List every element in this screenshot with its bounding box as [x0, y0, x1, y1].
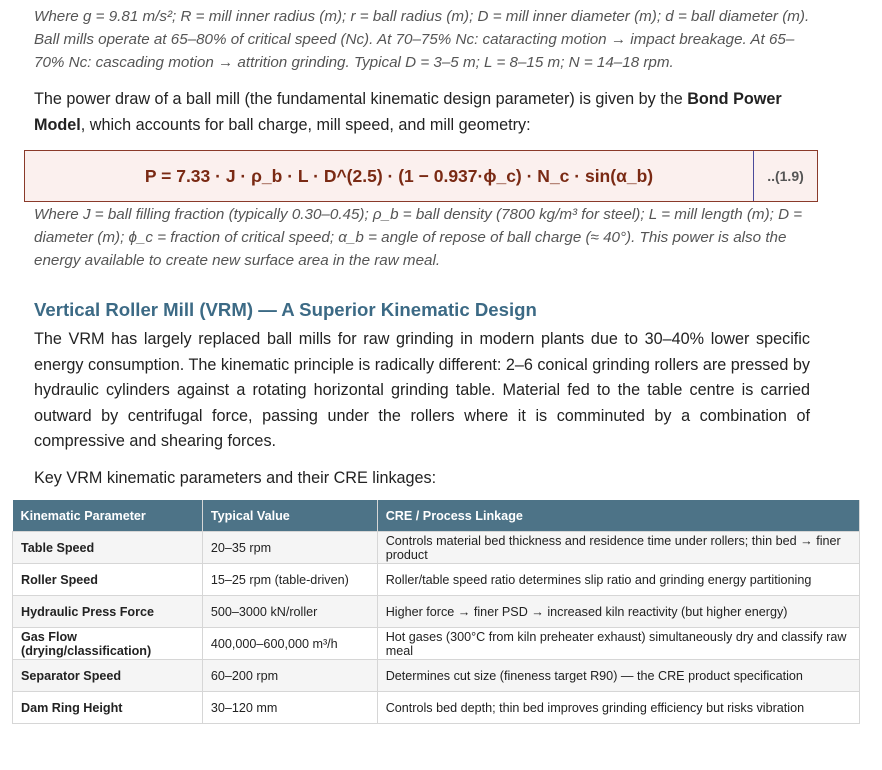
header-cre-linkage: CRE / Process Linkage — [377, 500, 859, 532]
bond-intro-text: The power draw of a ball mill (the fundamental kinematic design parameter) is given by the — [34, 90, 688, 108]
linkage-cell: Higher force → finer PSD → increased kiln reactivity (but higher energy) — [377, 596, 859, 628]
vrm-description: The VRM has largely replaced ball mills for raw grinding in modern plants due to 30–40% lower specific energy consumption. The kinematic principle is radically different: 2–6 conical grinding rollers are pressed by hydraulic cylinders against a rotating horizontal grinding table. Material fed to the table centre is carried outward by centrifugal force, passing under the rollers where it is comminuted by a combination of compressive and shearing forces. — [34, 330, 810, 450]
value-cell: 20–35 rpm — [202, 532, 377, 564]
value-cell: 500–3000 kN/roller — [202, 596, 377, 628]
parameter-cell: Table Speed — [13, 532, 203, 564]
table-row — [13, 628, 860, 660]
bond-intro-tail: , which accounts for ball charge, mill speed, and mill geometry: — [80, 115, 531, 134]
bond-power-formula: P = 7.33 · J · ρ_b · L · D^(2.5) · (1 − 0.937·ϕ_c) · N_c · sin(α_b) — [144, 165, 654, 186]
header-kinematic-parameter: Kinematic Parameter — [13, 500, 203, 532]
linkage-cell: Hot gases (300°C from kiln preheater exhaust) simultaneously dry and classify raw meal — [377, 628, 859, 660]
value-cell: 400,000–600,000 m³/h — [202, 628, 377, 660]
bond-power-equation-box — [24, 150, 818, 202]
linkage-cell: Roller/table speed ratio determines slip ratio and grinding energy partitioning — [377, 564, 859, 596]
table-intro: Key VRM kinematic parameters and their CRE linkages: — [34, 469, 437, 487]
bond-model-term: Bond Power Model — [34, 90, 782, 134]
section-heading: Vertical Roller Mill (VRM) — A Superior Kinematic Design — [34, 299, 537, 320]
table-row — [13, 692, 860, 724]
table-row — [13, 660, 860, 692]
mill-speed-note: Where g = 9.81 m/s²; R = mill inner radius (m); r = ball radius (m); D = mill inner diameter (m); d = ball diameter (m). Ball mills operate at 65–80% of critical speed (Nc). At 70–75% Nc: cataracting motion → impact breakage. At 65–70% Nc: cascading motion → attrition grinding. Typical D = 3–5 m; L = 8–15 m; N = 14–18 rpm. — [34, 8, 810, 71]
header-typical-value: Typical Value — [202, 500, 377, 532]
vrm-parameters-table — [12, 500, 860, 724]
linkage-cell: Controls material bed thickness and residence time under rollers; thin bed → finer product — [377, 532, 859, 564]
parameter-cell: Hydraulic Press Force — [13, 596, 203, 628]
table-header-row — [13, 500, 860, 532]
equation-number: ..(1.9) — [753, 151, 817, 201]
value-cell: 30–120 mm — [202, 692, 377, 724]
value-cell: 15–25 rpm (table-driven) — [202, 564, 377, 596]
parameter-cell: Dam Ring Height — [13, 692, 203, 724]
linkage-cell: Controls bed depth; thin bed improves grinding efficiency but risks vibration — [377, 692, 859, 724]
parameter-cell: Roller Speed — [13, 564, 203, 596]
value-cell: 60–200 rpm — [202, 660, 377, 692]
table-row — [13, 532, 860, 564]
equation-note: Where J = ball filling fraction (typically 0.30–0.45); ρ_b = ball density (7800 kg/m³ for steel); L = mill length (m); D = diameter (m); ϕ_c = fraction of critical speed; α_b = angle of repose of ball charge (≈ 40°). This power is also the energy available to create new surface area in the raw meal. — [34, 206, 803, 269]
parameter-cell: Gas Flow (drying/classification) — [13, 628, 203, 660]
table-row — [13, 596, 860, 628]
parameter-cell: Separator Speed — [13, 660, 203, 692]
bond-intro-paragraph — [34, 87, 810, 138]
linkage-cell: Determines cut size (fineness target R90) — the CRE product specification — [377, 660, 859, 692]
table-row — [13, 564, 860, 596]
